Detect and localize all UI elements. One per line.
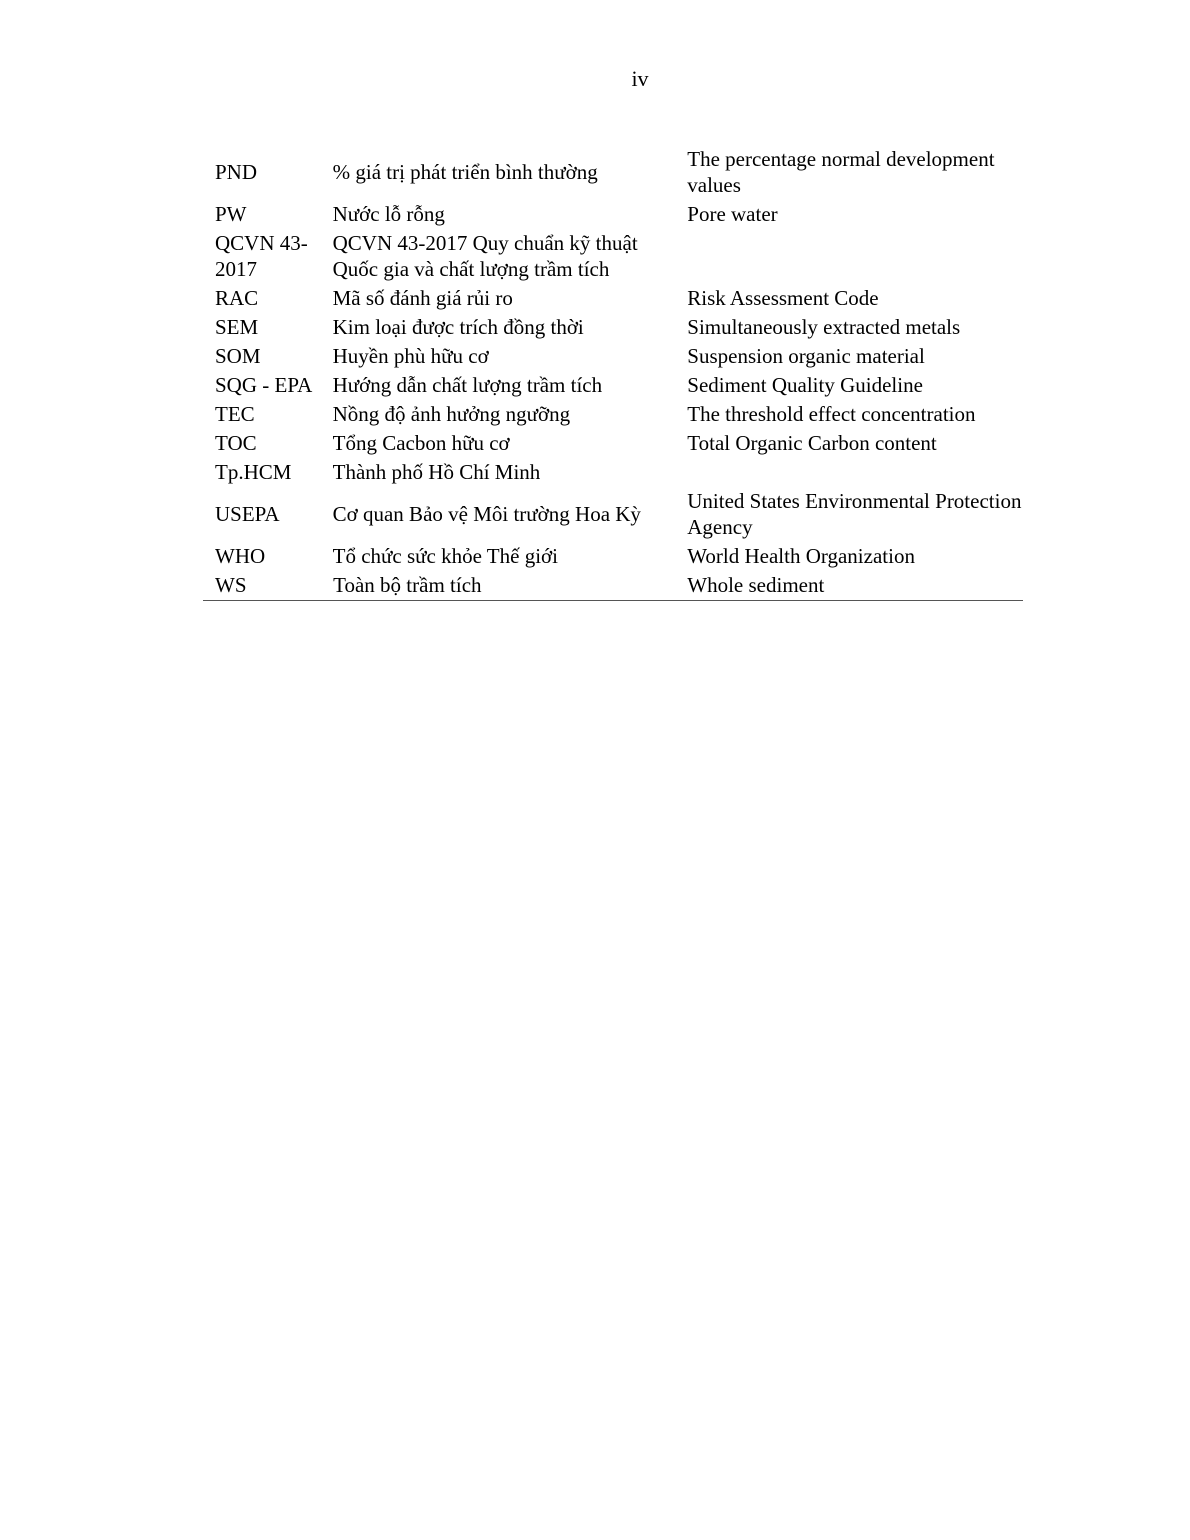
page-number: iv [631, 66, 649, 91]
table-row [203, 284, 1023, 313]
english-meaning-cell [677, 229, 1023, 284]
abbreviation-cell: SEM [215, 315, 259, 339]
abbreviation-cell: WS [203, 571, 333, 601]
table-row [203, 487, 1023, 542]
table-row [203, 145, 1023, 200]
vietnamese-meaning-cell: Tổ chức sức khỏe Thế giới [332, 544, 558, 568]
table-row [203, 342, 1023, 371]
abbreviation-cell: RAC [215, 286, 259, 310]
english-meaning-cell: Sediment Quality Guideline [687, 373, 923, 397]
english-meaning-cell: Risk Assessment Code [687, 286, 879, 310]
vietnamese-meaning-cell: Nước lỗ rỗng [332, 202, 445, 226]
table-row [203, 542, 1023, 571]
english-meaning-cell: The percentage normal development values [687, 147, 995, 197]
abbreviation-cell: TOC [215, 431, 257, 455]
table-row [203, 200, 1023, 229]
abbreviation-cell: QCVN 43-2017 [215, 231, 308, 281]
vietnamese-meaning-cell: Hướng dẫn chất lượng trầm tích [332, 373, 603, 397]
table-row [203, 371, 1023, 400]
english-meaning-cell: Whole sediment [677, 571, 1023, 601]
table-row [203, 400, 1023, 429]
vietnamese-meaning-cell: Nồng độ ảnh hưởng ngưỡng [332, 402, 571, 426]
vietnamese-meaning-cell: Tổng Cacbon hữu cơ [332, 431, 510, 455]
abbreviation-cell: PND [215, 160, 258, 184]
table-row [203, 571, 1023, 601]
table-row [203, 313, 1023, 342]
vietnamese-meaning-cell: Kim loại được trích đồng thời [332, 315, 584, 339]
vietnamese-meaning-cell: Huyền phù hữu cơ [332, 344, 489, 368]
table-row [203, 458, 1023, 487]
english-meaning-cell: World Health Organization [687, 544, 915, 568]
vietnamese-meaning-cell: QCVN 43-2017 Quy chuẩn kỹ thuật Quốc gia và chất lượng trầm tích [332, 231, 638, 281]
table-row [203, 429, 1023, 458]
abbreviation-table [203, 145, 1023, 601]
abbreviation-cell: TEC [215, 402, 255, 426]
english-meaning-cell: Suspension organic material [687, 344, 925, 368]
english-meaning-cell: United States Environmental Protection Agency [687, 489, 1022, 539]
english-meaning-cell: Pore water [687, 202, 778, 226]
abbreviation-cell: SOM [215, 344, 261, 368]
english-meaning-cell: Simultaneously extracted metals [687, 315, 961, 339]
abbreviation-cell: WHO [215, 544, 266, 568]
vietnamese-meaning-cell: Mã số đánh giá rủi ro [332, 286, 513, 310]
english-meaning-cell [677, 458, 1023, 487]
table-row [203, 229, 1023, 284]
abbreviation-cell: SQG - EPA [215, 373, 313, 397]
vietnamese-meaning-cell: Toàn bộ trầm tích [333, 571, 678, 601]
english-meaning-cell: The threshold effect concentration [687, 402, 976, 426]
abbreviation-cell: Tp.HCM [215, 460, 292, 484]
vietnamese-meaning-cell: % giá trị phát triển bình thường [332, 160, 598, 184]
vietnamese-meaning-cell: Cơ quan Bảo vệ Môi trường Hoa Kỳ [332, 502, 641, 526]
english-meaning-cell: Total Organic Carbon content [687, 431, 937, 455]
abbreviation-cell: PW [215, 202, 247, 226]
abbreviation-cell: USEPA [215, 502, 280, 526]
vietnamese-meaning-cell: Thành phố Hồ Chí Minh [332, 460, 541, 484]
